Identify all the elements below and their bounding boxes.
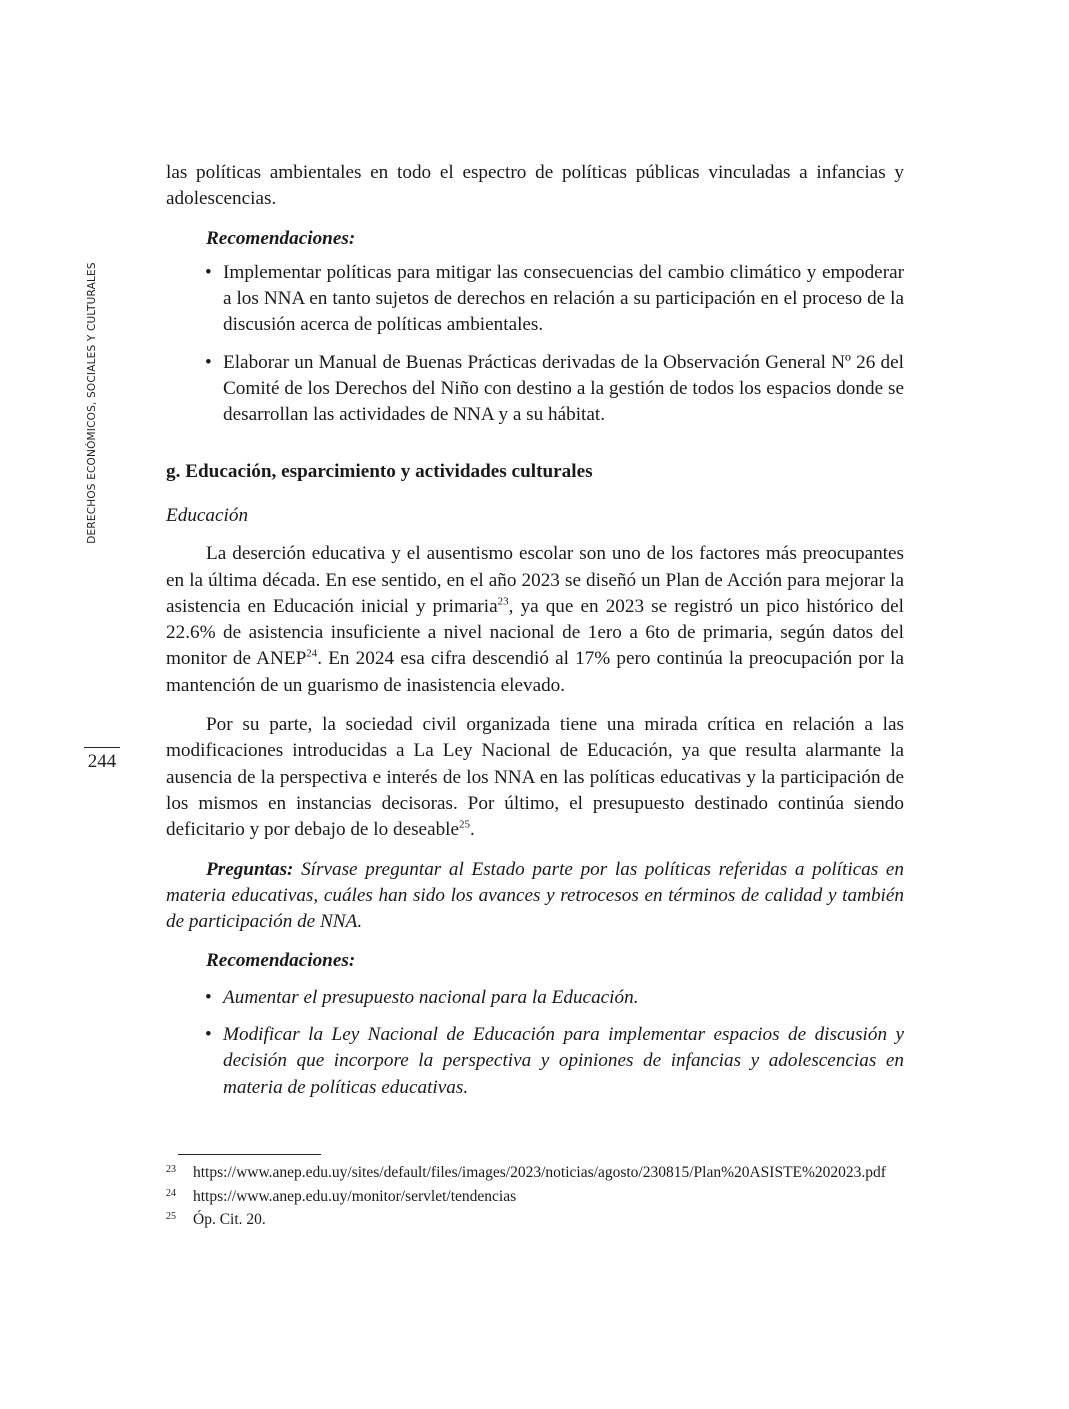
- footnote-link[interactable]: https://www.anep.edu.uy/monitor/servlet/tendencias: [193, 1187, 517, 1205]
- list-item: • Modificar la Ley Nacional de Educación para implementar espacios de discusión y decisión que incorpore la perspectiva y opiniones de infancias y adolescencias en materia de políticas educativas.: [223, 1022, 904, 1101]
- body-paragraph: La deserción educativa y el ausentismo escolar son uno de los factores más preocupantes en la última década. En ese sentido, en el año 2023 se diseñó un Plan de Acción para mejorar la asistencia en Educación inicial y primaria$^{23}$, ya que en 2023 se registró un pico histórico del 22.6% de asistencia insuficiente a nivel nacional de 1ero a 6to de primaria, según datos del monitor de ANEP$^{24}$. En 2024 esa cifra descendió al 17% pero continúa la preocupación por la mantención de un guarismo de inasistencia elevado.: [166, 543, 905, 696]
- recommendations-heading: Recomendaciones:: [206, 950, 356, 972]
- footnote-divider: [178, 1154, 321, 1155]
- questions-label: Preguntas:: [206, 858, 294, 880]
- footnote-ref[interactable]: 24: [306, 648, 318, 661]
- recommendations-heading: Recomendaciones:: [206, 227, 356, 249]
- list-item: • Elaborar un Manual de Buenas Prácticas derivadas de la Observación General Nº 26 del Comité de los Derechos del Niño con destino a la gestión de todos los espacios donde se desarrollan las actividades de NNA y a su hábitat.: [223, 350, 904, 429]
- page-number: 244: [84, 747, 120, 773]
- list-item: • Implementar políticas para mitigar las consecuencias del cambio climático y empoderar a los NNA en tanto sujetos de derechos en relación a su participación en el proceso de la discusión acerca de políticas ambientales.: [223, 260, 904, 339]
- footnote-link[interactable]: https://www.anep.edu.uy/sites/default/files/images/2023/noticias/agosto/230815/Plan%20ASISTE%202023.pdf: [193, 1164, 886, 1181]
- page-body: [166, 160, 904, 1101]
- body-paragraph: Por su parte, la sociedad civil organizada tiene una mirada crítica en relación a las modificaciones introducidas a La Ley Nacional de Educación, ya que resulta alarmante la ausencia de la perspectiva e interés de los NNA en las políticas educativas y la participación de los mismos en instancias decisoras. Por último, el presupuesto destinado continúa siendo deficitario y por debajo de lo deseable$^{25}$.: [166, 714, 904, 841]
- running-header: DERECHOS ECONÓMICOS, SOCIALES Y CULTURALES: [86, 262, 98, 544]
- questions-paragraph: Preguntas: Sírvase preguntar al Estado parte por las políticas referidas a políticas en materia educativas, cuáles han sido los avances y retrocesos en términos de calidad y también de participación de NNA.: [166, 858, 904, 933]
- intro-paragraph: las políticas ambientales en todo el espectro de políticas públicas vinculadas a infancias y adolescencias.: [166, 162, 904, 210]
- subsection-heading: Educación: [166, 504, 249, 526]
- footnote: 23 https://www.anep.edu.uy/sites/default/files/images/2023/noticias/agosto/230815/Plan%20ASISTE%202023.pdf: [166, 1164, 886, 1181]
- recommendations-list: [166, 985, 904, 1101]
- list-item: • Aumentar el presupuesto nacional para la Educación.: [223, 985, 904, 1011]
- footnote-ref[interactable]: 25: [459, 818, 471, 831]
- recommendations-list: [166, 260, 904, 429]
- footnote-ref[interactable]: 23: [497, 595, 509, 608]
- footnote: 25 Óp. Cit. 20.: [166, 1211, 266, 1228]
- footnotes: [166, 1160, 904, 1231]
- section-heading: g. Educación, esparcimiento y actividades culturales: [166, 460, 593, 482]
- footnote: 24 https://www.anep.edu.uy/monitor/servlet/tendencias: [166, 1187, 517, 1205]
